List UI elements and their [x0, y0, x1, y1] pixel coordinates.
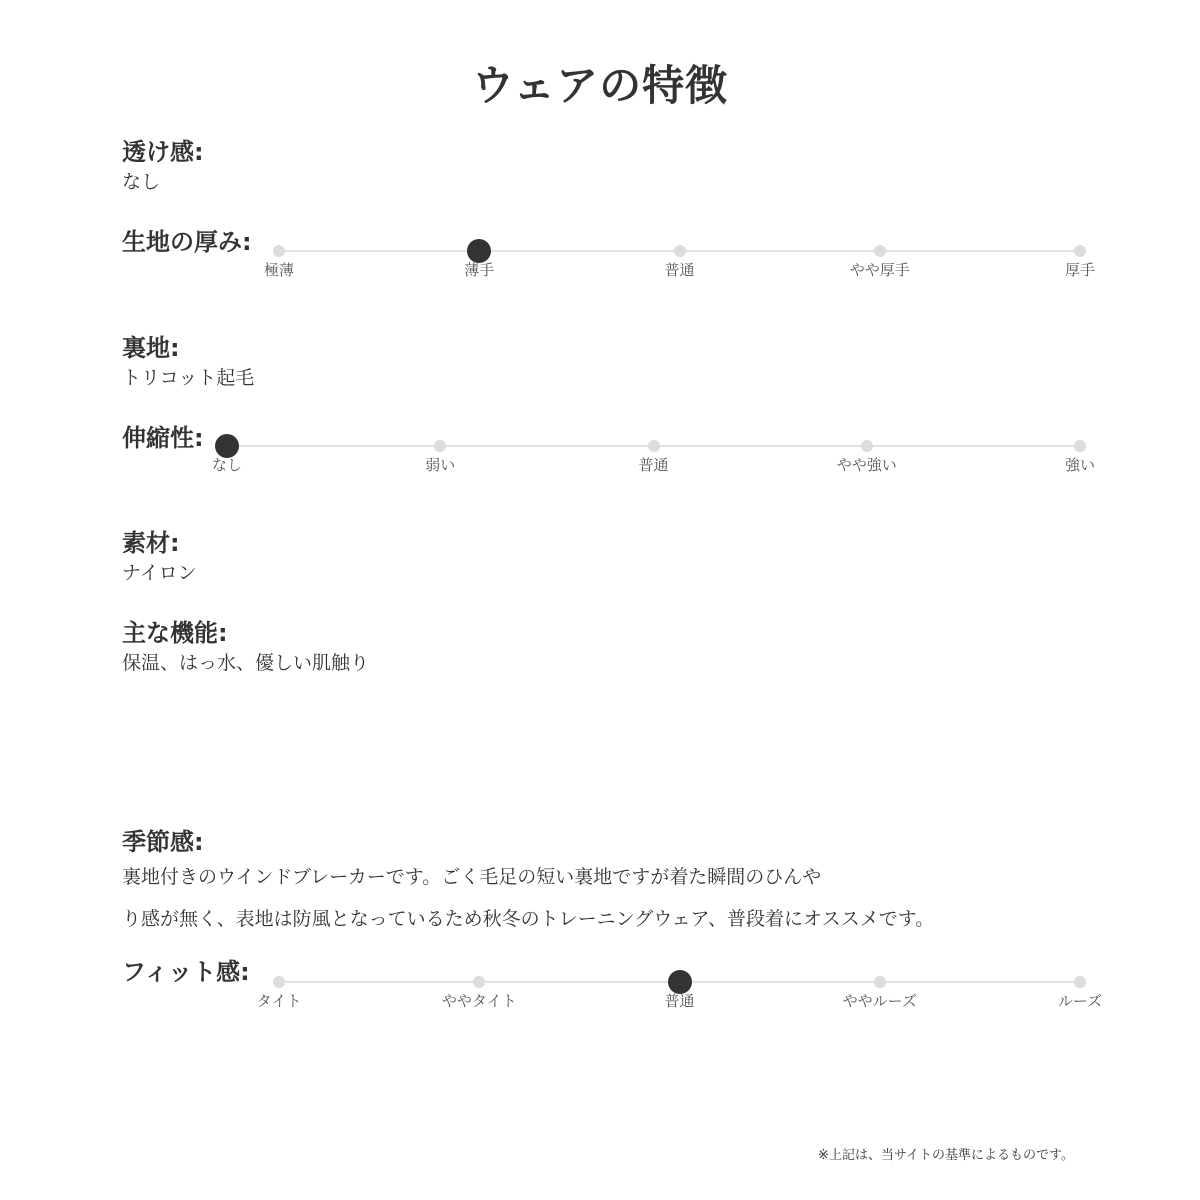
thickness-scale-dot — [874, 245, 886, 257]
fit-option-label: ややルーズ — [842, 992, 917, 1010]
stretch-option-label: 強い — [1064, 456, 1095, 474]
fit-scale-dot — [473, 976, 485, 988]
transparency-label: 透け感: — [122, 138, 204, 166]
lining-value: トリコット起毛 — [122, 367, 255, 389]
stretch-scale-dot — [1074, 440, 1086, 452]
thickness-option-label: 厚手 — [1064, 261, 1095, 279]
thickness-option-label: 極薄 — [263, 261, 294, 279]
footnote: ※上記は、当サイトの基準によるものです。 — [818, 1148, 1074, 1163]
season-line-1: 裏地付きのウインドブレーカーです。ごく毛足の短い裏地ですが着た瞬間のひんや — [122, 866, 822, 888]
page-title: ウェアの特徴 — [471, 61, 729, 110]
stretch-scale-dot — [861, 440, 873, 452]
thickness-scale-dot — [273, 245, 285, 257]
thickness-option-label: 薄手 — [464, 261, 495, 279]
thickness-scale — [263, 241, 1095, 291]
thickness-option-label: やや厚手 — [849, 261, 910, 279]
lining-label: 裏地: — [122, 334, 180, 362]
stretch-option-label: 弱い — [425, 456, 456, 474]
stretch-option-label: なし — [211, 456, 242, 474]
thickness-scale-dot — [674, 245, 686, 257]
fit-option-label: タイト — [256, 992, 302, 1010]
season-line-2: り感が無く、表地は防風となっているため秋冬のトレーニングウェア、普段着にオススメです。 — [122, 908, 935, 930]
functions-value: 保温、はっ水、優しい肌触り — [122, 652, 370, 674]
thickness-scale-dot — [1074, 245, 1086, 257]
season-field — [122, 826, 1122, 942]
season-label: 季節感: — [122, 828, 204, 856]
fit-scale-dot — [273, 976, 285, 988]
transparency-field — [122, 136, 1122, 196]
thickness-label: 生地の厚み: — [122, 228, 252, 256]
fit-label: フィット感: — [122, 958, 250, 986]
lining-field — [122, 332, 1122, 392]
material-value: ナイロン — [122, 562, 197, 584]
fit-option-label: ややタイト — [441, 992, 517, 1010]
fit-scale-dot — [1074, 976, 1086, 988]
functions-label: 主な機能: — [122, 619, 228, 647]
transparency-value: なし — [122, 171, 161, 193]
stretch-label: 伸縮性: — [122, 424, 204, 452]
material-field — [122, 527, 1122, 587]
stretch-scale-dot — [434, 440, 446, 452]
functions-field — [122, 617, 1122, 677]
fit-scale-dot — [874, 976, 886, 988]
stretch-scale-dot — [648, 440, 660, 452]
fit-scale — [256, 972, 1103, 1022]
stretch-scale — [211, 436, 1095, 486]
stretch-option-label: やや強い — [836, 456, 897, 474]
thickness-option-label: 普通 — [664, 261, 695, 279]
fit-option-label: 普通 — [664, 992, 695, 1010]
material-label: 素材: — [122, 529, 180, 557]
fit-option-label: ルーズ — [1057, 992, 1103, 1010]
stretch-option-label: 普通 — [638, 456, 669, 474]
